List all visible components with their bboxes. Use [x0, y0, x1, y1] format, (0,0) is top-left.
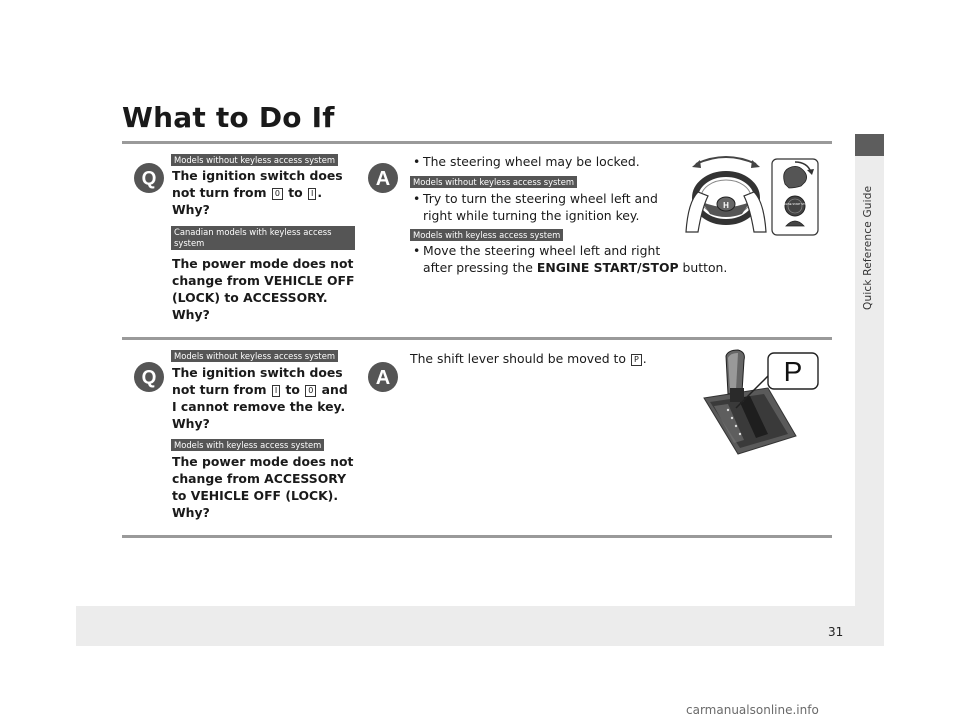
svg-text:H: H — [723, 201, 729, 210]
shift-position-key: P — [631, 354, 642, 366]
svg-text:A: A — [375, 367, 391, 389]
model-tag: Models without keyless access system — [171, 350, 338, 362]
model-tag: Models with keyless access system — [410, 229, 563, 241]
ignition-key-position: 0 — [272, 188, 283, 200]
svg-text:Q: Q — [141, 168, 157, 190]
watermark: carmanualsonline.info — [686, 703, 819, 717]
model-tag: Models without keyless access system — [171, 154, 338, 166]
q-icon — [134, 163, 164, 193]
question-text: The ignition switch does not turn from 0 to I . Why? — [172, 168, 343, 217]
section-rule — [122, 535, 832, 538]
answer-bullet: • Move the steering wheel left and right after pressing the ENGINE START/STOP button. — [423, 242, 727, 276]
steering-wheel-illustration — [682, 152, 770, 240]
ignition-key-position: I — [272, 385, 280, 397]
a-icon — [368, 362, 398, 392]
answer-text: The shift lever should be moved to P . — [410, 351, 647, 366]
page-footer-band — [76, 606, 884, 646]
question-text: The ignition switch does not turn from I to 0 and I cannot remove the key. Why? — [172, 365, 348, 431]
section-rule — [122, 337, 832, 340]
svg-text:A: A — [375, 168, 391, 190]
model-tag: Models without keyless access system — [410, 176, 577, 188]
page-number: 31 — [828, 625, 844, 639]
answer-bullet: • The steering wheel may be locked. — [423, 153, 640, 170]
question-text: The power mode does not change from ACCESSORY to VEHICLE OFF (LOCK). Why? — [172, 454, 354, 520]
a-icon — [368, 163, 398, 193]
side-tab-marker — [855, 134, 884, 156]
title-rule — [122, 141, 832, 144]
svg-text:P: P — [783, 356, 803, 387]
svg-text:Q: Q — [141, 367, 157, 389]
ignition-key-position: I — [308, 188, 316, 200]
q-icon — [134, 362, 164, 392]
question-text: The power mode does not change from VEHICLE OFF (LOCK) to ACCESSORY. Why? — [172, 256, 355, 322]
side-tab-label: Quick Reference Guide — [862, 185, 874, 310]
model-tag: Canadian models with keyless access system — [171, 226, 355, 250]
start-stop-button-illustration — [771, 158, 819, 236]
svg-text:ENGINE START STOP: ENGINE START STOP — [781, 203, 809, 206]
ignition-key-position: 0 — [305, 385, 316, 397]
page-title: What to Do If — [122, 101, 335, 134]
model-tag: Models with keyless access system — [171, 439, 324, 451]
shift-lever-illustration — [698, 348, 820, 456]
answer-bullet: • Try to turn the steering wheel left and right while turning the ignition key. — [423, 190, 658, 224]
